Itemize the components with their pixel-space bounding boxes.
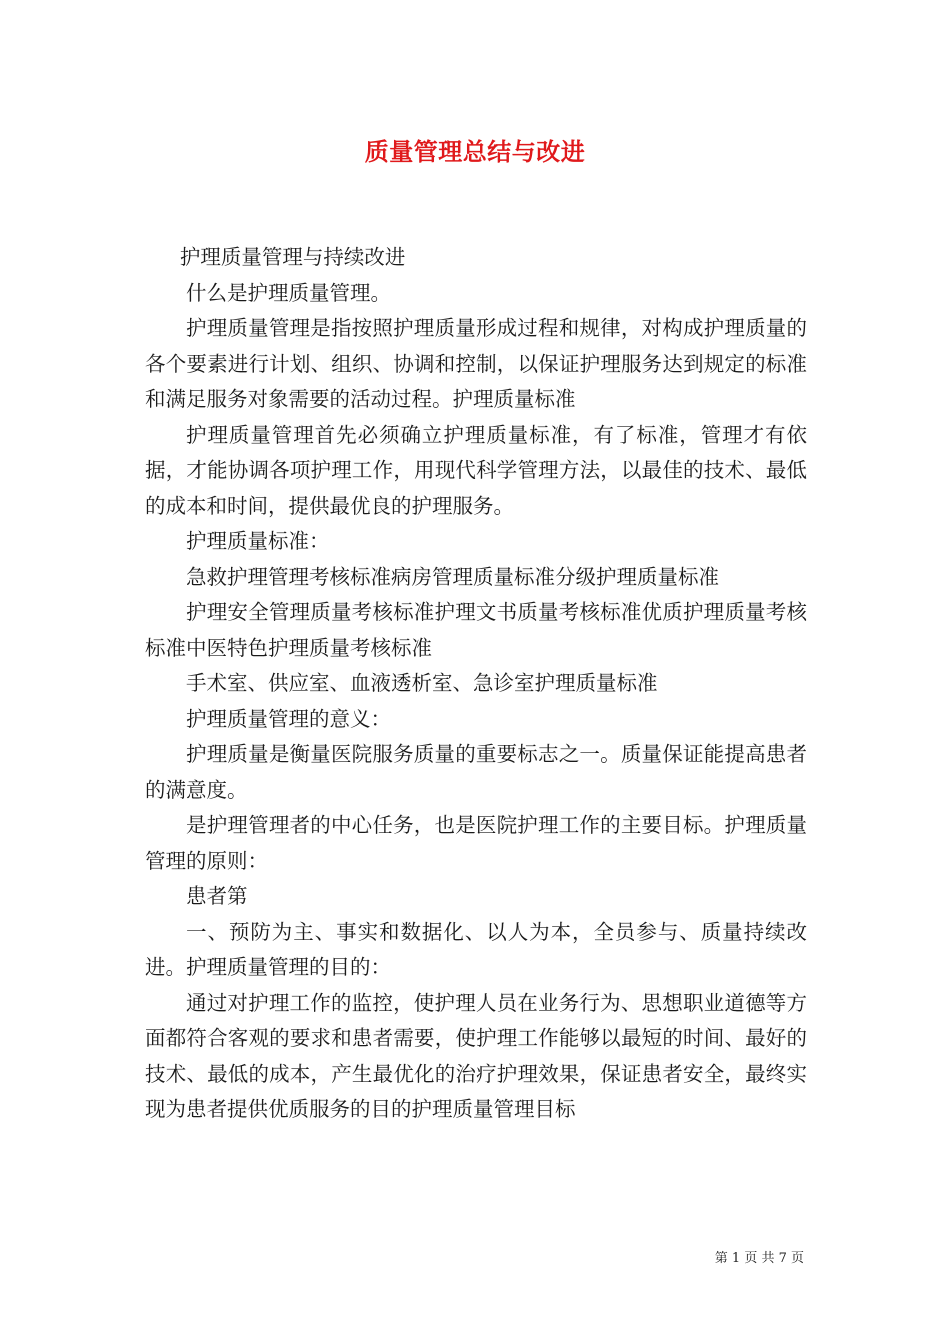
paragraph-13: 一、预防为主、事实和数据化、以人为本，全员参与、质量持续改进。护理质量管理的目的： (145, 919, 807, 979)
paragraph-8: 手术室、供应室、血液透析室、急诊室护理质量标准 (186, 671, 658, 695)
paragraph-7: 护理安全管理质量考核标准护理文书质量考核标准优质护理质量考核标准中医特色护理质量考核标准 (145, 600, 807, 660)
paragraph-9: 护理质量管理的意义： (186, 706, 391, 731)
paragraph-4: 护理质量管理首先必须确立护理质量标准，有了标准，管理才有依据，才能协调各项护理工作，用现代科学管理方法，以最佳的技术、最低的成本和时间，提供最优良的护理服务。 (145, 422, 807, 518)
paragraph-2: 什么是护理质量管理。 (186, 280, 391, 305)
paragraph-12: 患者第 (186, 884, 248, 908)
paragraph-1: 护理质量管理与持续改进 (179, 245, 406, 269)
paragraph-3: 护理质量管理是指按照护理质量形成过程和规律，对构成护理质量的各个要素进行计划、组织、协调和控制，以保证护理服务达到规定的标准和满足服务对象需要的活动过程。护理质量标准 (145, 316, 807, 411)
paragraph-14: 通过对护理工作的监控，使护理人员在业务行为、思想职业道德等方面都符合客观的要求和患者需要，使护理工作能够以最短的时间、最好的技术、最低的成本，产生最优化的治疗护理效果，保证患者安全，最终实现为患者提供优质服务的目的护理质量管理目标 (145, 990, 807, 1121)
paragraph-11: 是护理管理者的中心任务，也是医院护理工作的主要目标。护理质量管理的原则： (145, 813, 807, 873)
paragraph-10: 护理质量是衡量医院服务质量的重要标志之一。质量保证能提高患者的满意度。 (145, 742, 807, 802)
document-body (145, 240, 807, 1128)
paragraph-6: 急救护理管理考核标准病房管理质量标准分级护理质量标准 (186, 564, 719, 589)
document-title: 质量管理总结与改进 (364, 137, 586, 166)
page-number: 第 1 页 共 7 页 (714, 1251, 804, 1266)
paragraph-5: 护理质量标准： (186, 529, 330, 553)
